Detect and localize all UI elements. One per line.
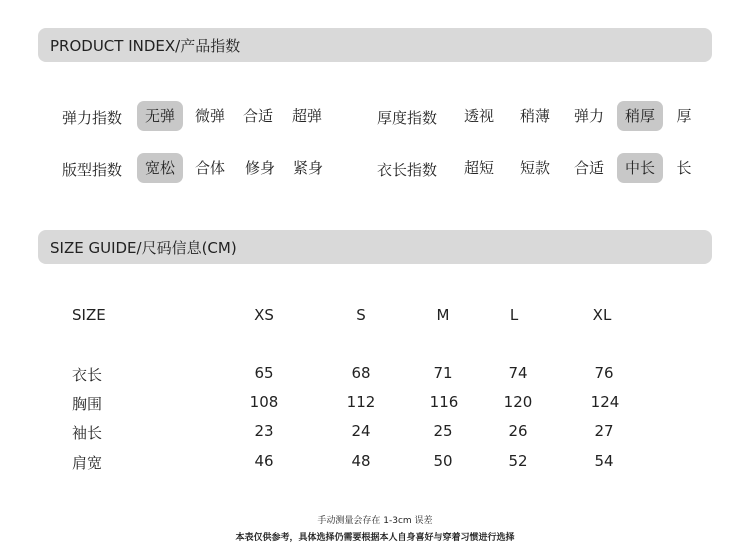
measure-value: 68: [351, 364, 371, 382]
size-heading: XS: [254, 306, 274, 324]
elasticity-option: 超弹: [291, 107, 322, 125]
measure-value: 76: [594, 364, 614, 382]
length-option: 短款: [519, 159, 550, 177]
measure-label: 肩宽: [72, 454, 103, 472]
size-guide-title: SIZE GUIDE/尺码信息(CM): [50, 238, 237, 257]
measurement-note: 手动测量会存在 1-3cm 误差: [317, 516, 433, 526]
size-guide-header: [38, 230, 712, 264]
fit-label: 版型指数: [62, 161, 123, 179]
measure-value: 54: [594, 452, 614, 470]
measure-value: 48: [351, 452, 371, 470]
elasticity-option: 无弹: [137, 101, 183, 131]
measure-value: 65: [254, 364, 274, 382]
length-option: 中长: [617, 153, 663, 183]
thickness-option: 弹力: [573, 107, 604, 125]
fit-option: 紧身: [292, 159, 323, 177]
measure-value: 26: [508, 422, 528, 440]
fit-option: 合体: [194, 159, 225, 177]
measure-value: 124: [590, 393, 620, 411]
measure-value: 52: [508, 452, 528, 470]
size-heading: XL: [592, 306, 612, 324]
size-column-header: SIZE: [72, 306, 106, 324]
measure-label: 衣长: [72, 366, 103, 384]
size-heading: S: [356, 306, 366, 324]
length-option: 超短: [463, 159, 494, 177]
thickness-option: 透视: [463, 107, 494, 125]
measure-label: 胸围: [72, 395, 103, 413]
thickness-option: 厚: [676, 107, 692, 125]
reference-note: 本表仅供参考，具体选择仍需要根据本人自身喜好与穿着习惯进行选择: [235, 533, 515, 543]
measure-value: 25: [433, 422, 453, 440]
measure-value: 46: [254, 452, 274, 470]
length-option: 长: [676, 159, 692, 177]
measure-value: 50: [433, 452, 453, 470]
measure-value: 120: [503, 393, 533, 411]
measure-value: 23: [254, 422, 274, 440]
elasticity-label: 弹力指数: [62, 109, 123, 127]
measure-value: 74: [508, 364, 528, 382]
elasticity-option: 合适: [242, 107, 273, 125]
measure-value: 108: [249, 393, 279, 411]
measure-value: 116: [429, 393, 459, 411]
thickness-option: 稍薄: [519, 107, 550, 125]
fit-option: 修身: [244, 159, 275, 177]
elasticity-option: 微弹: [194, 107, 225, 125]
product-index-header: [38, 28, 712, 62]
fit-option: 宽松: [137, 153, 183, 183]
measure-value: 24: [351, 422, 371, 440]
measure-value: 71: [433, 364, 453, 382]
length-option: 合适: [573, 159, 604, 177]
size-heading: L: [509, 306, 519, 324]
measure-label: 袖长: [72, 424, 103, 442]
measure-value: 27: [594, 422, 614, 440]
thickness-label: 厚度指数: [377, 109, 438, 127]
length-label: 衣长指数: [377, 161, 438, 179]
product-index-title: PRODUCT INDEX/产品指数: [50, 36, 241, 55]
size-heading: M: [436, 306, 450, 324]
thickness-option: 稍厚: [617, 101, 663, 131]
measure-value: 112: [346, 393, 376, 411]
